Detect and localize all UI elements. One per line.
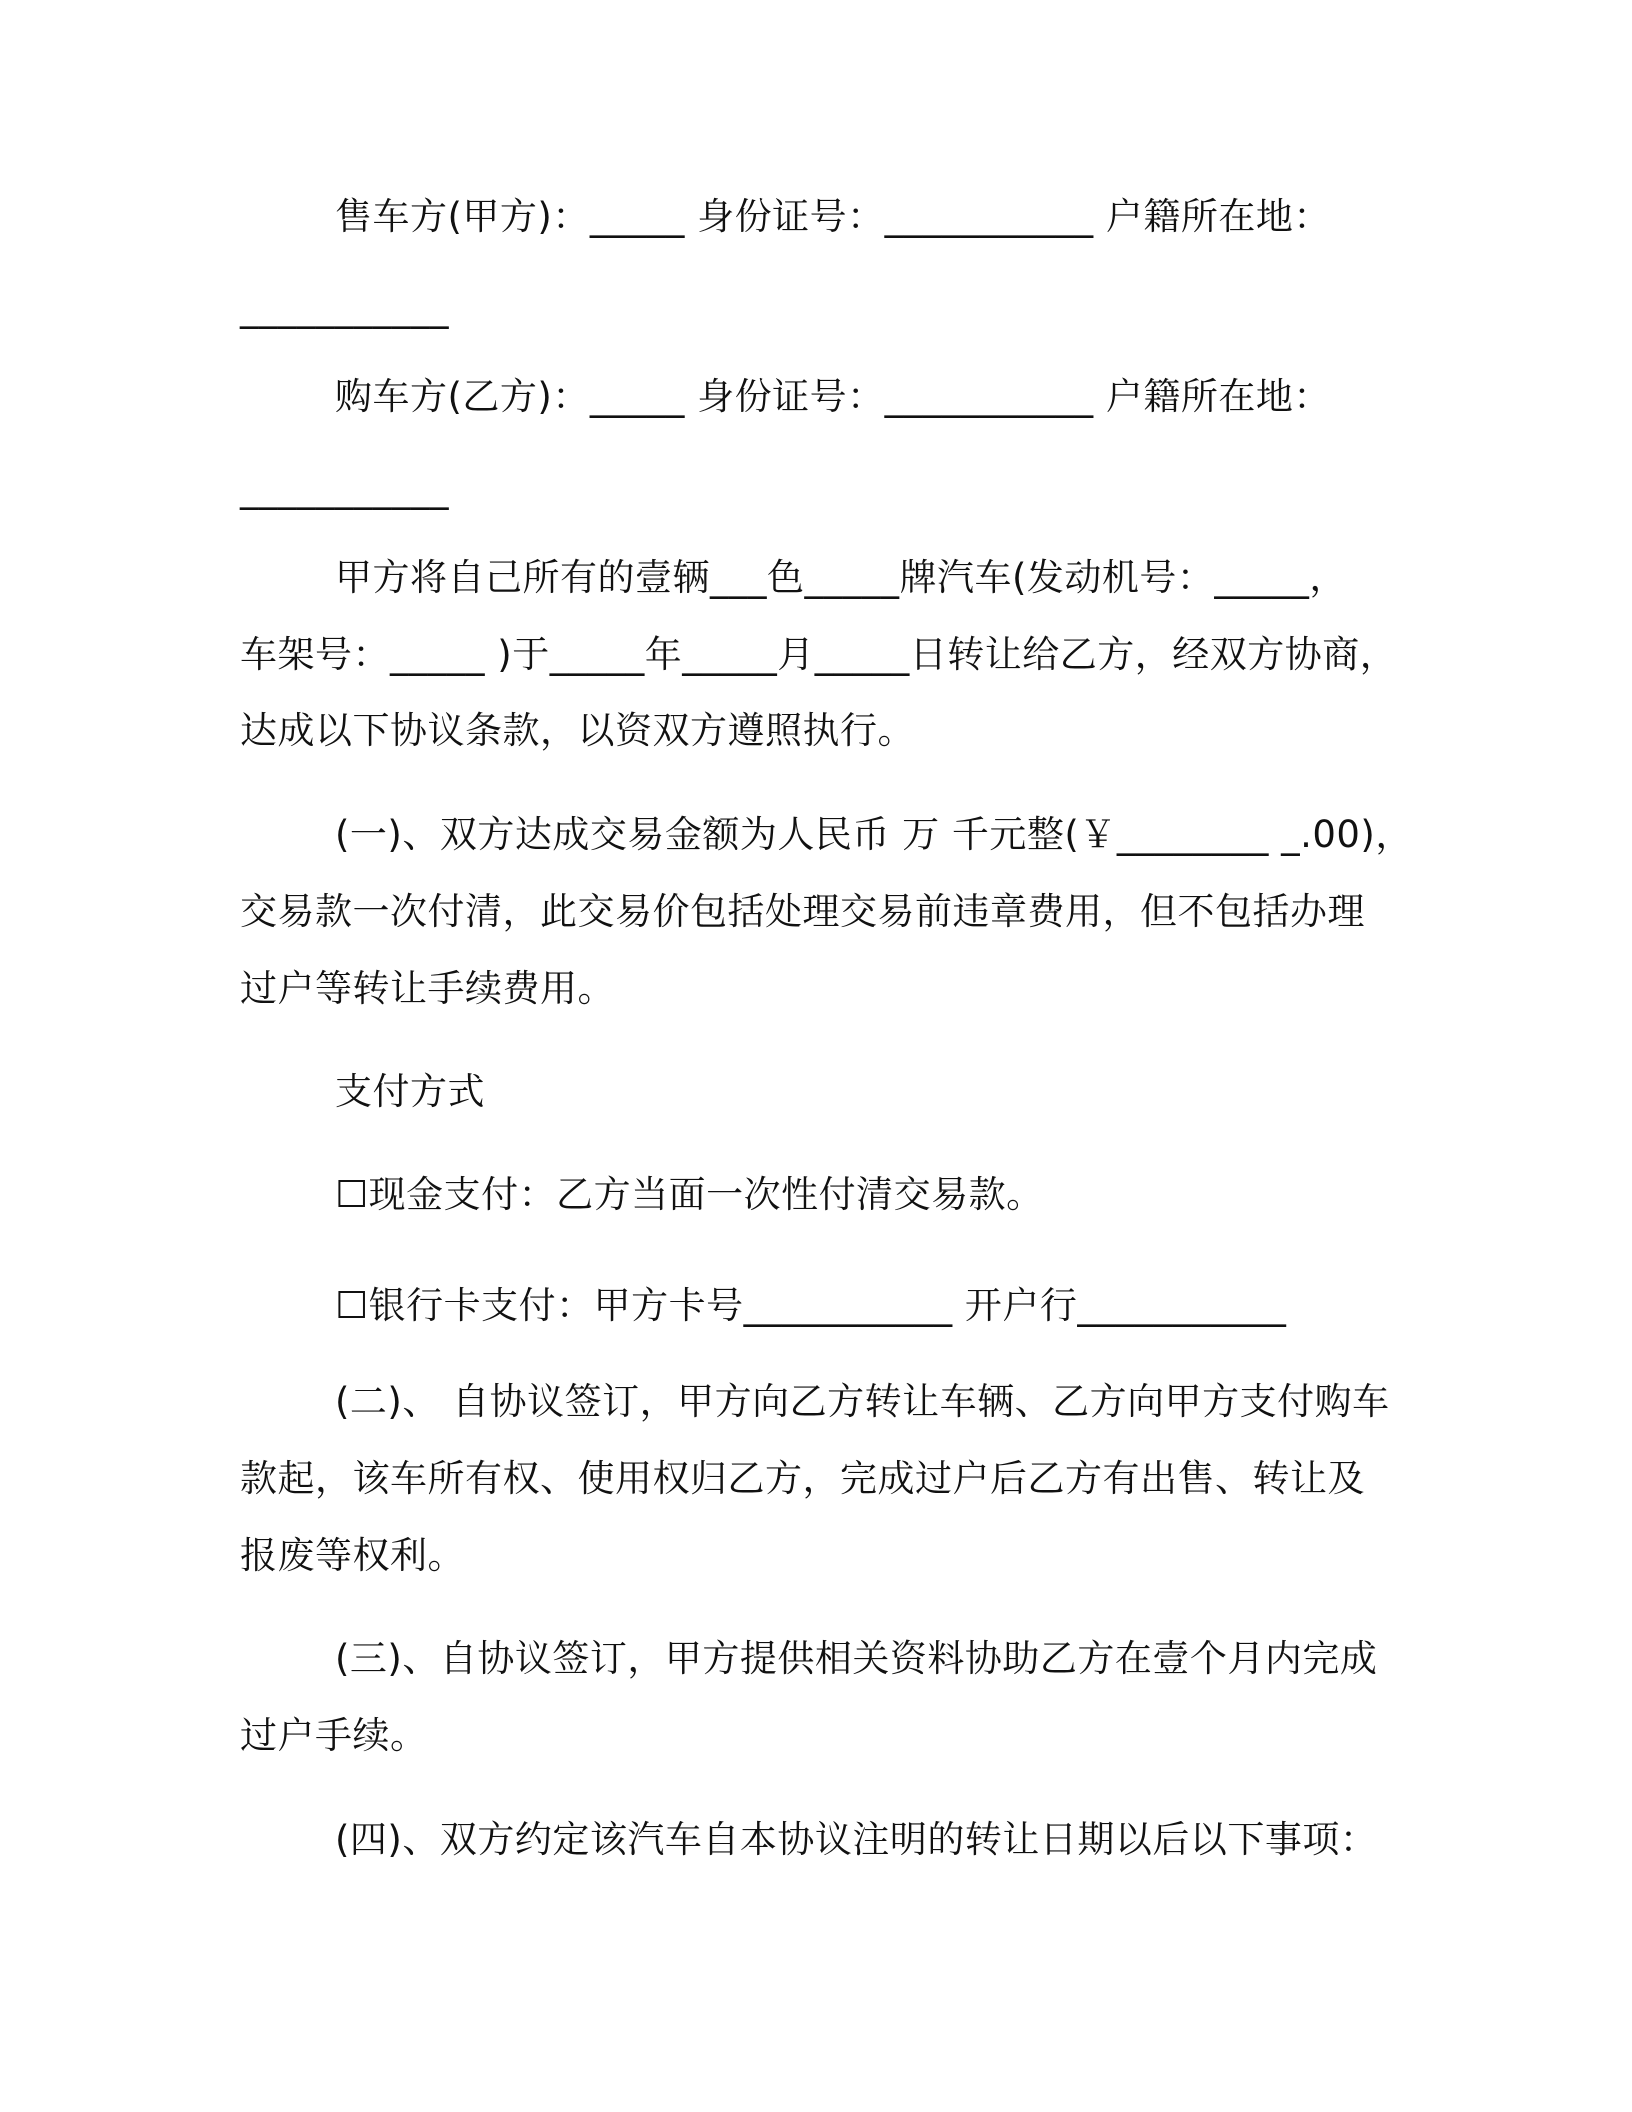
payment-cash-option: ☐现金支付：乙方当面一次性付清交易款。 [335,1173,1044,1216]
seller-line-continuation: ___________ [240,286,449,329]
intro-line-1: 甲方将自己所有的壹辆___色_____牌汽车(发动机号：_____， [335,556,1347,599]
clause-1-line-2: 交易款一次付清，此交易价包括处理交易前违章费用，但不包括办理 [240,890,1365,933]
clause-1-line-1: (一)、双方达成交易金额为人民币 万 千元整(￥________ _.00)， [335,813,1413,856]
clause-3-line-1: (三)、自协议签订，甲方提供相关资料协助乙方在壹个月内完成 [335,1637,1378,1680]
intro-line-2: 车架号：_____ )于_____年_____月_____日转让给乙方，经双方协商， [240,633,1398,676]
payment-bank-option: ☐银行卡支付：甲方卡号___________ 开户行___________ [335,1284,1287,1327]
clause-2-line-1: (二)、 自协议签订，甲方向乙方转让车辆、乙方向甲方支付购车 [335,1380,1390,1423]
clause-4-line-1: (四)、双方约定该汽车自本协议注明的转让日期以后以下事项： [335,1818,1378,1861]
clause-3-line-2: 过户手续。 [240,1714,428,1757]
buyer-line: 购车方(乙方)：_____ 身份证号：___________ 户籍所在地： [335,375,1331,418]
payment-title: 支付方式 [335,1070,485,1113]
intro-line-3: 达成以下协议条款，以资双方遵照执行。 [240,709,915,752]
clause-2-line-2: 款起，该车所有权、使用权归乙方，完成过户后乙方有出售、转让及 [240,1457,1365,1500]
clause-1-line-3: 过户等转让手续费用。 [240,967,615,1010]
clause-2-line-3: 报废等权利。 [240,1534,465,1577]
buyer-line-continuation: ___________ [240,467,449,510]
seller-line: 售车方(甲方)：_____ 身份证号：___________ 户籍所在地： [335,195,1331,238]
